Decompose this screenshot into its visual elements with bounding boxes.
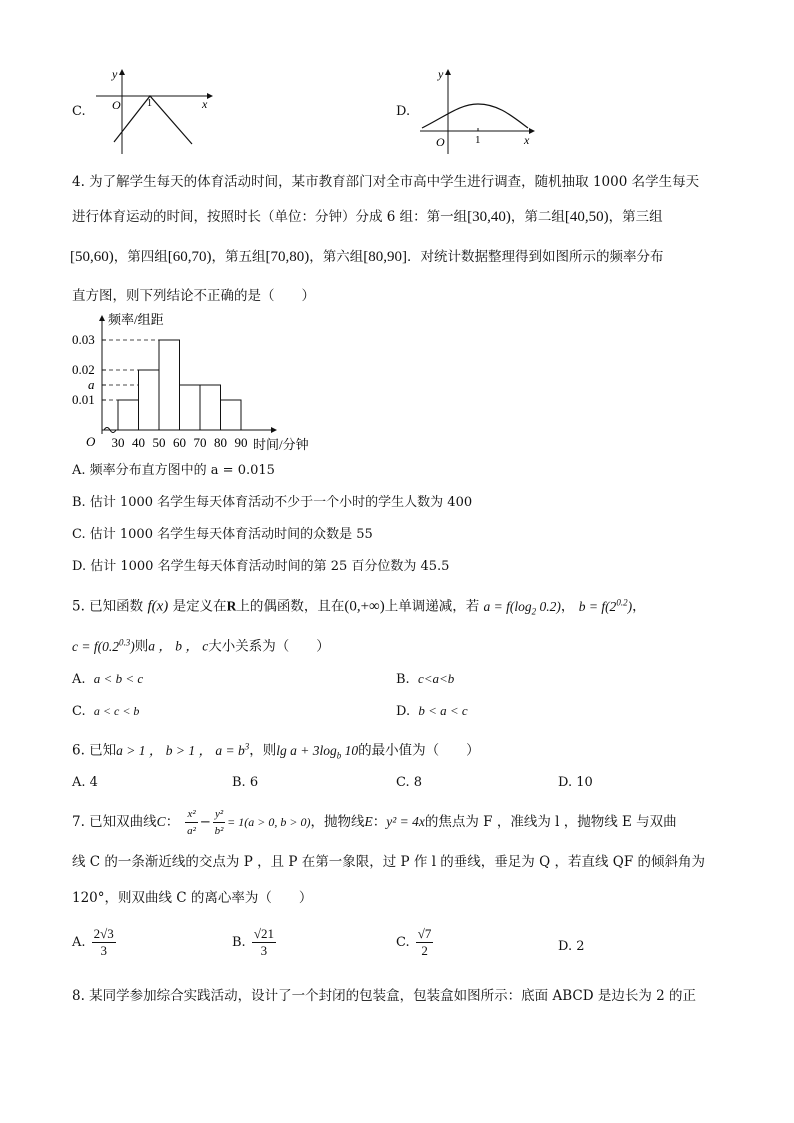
- q7-option-d[interactable]: D. 2: [558, 939, 585, 954]
- q5-line1: 5. 已知函数 f(x) 是定义在R上的偶函数，且在(0,+∞)上单调递减，若 $a = f(\log_2$ 0.2)， $b = f(2^{0.2})$，: [72, 597, 646, 617]
- histogram-bar: [139, 370, 160, 430]
- group-5: [70,80): [265, 249, 310, 265]
- q3-option-d-graph: [416, 64, 540, 156]
- q6-line: 6. 已知a > 1 ， b > 1 ， $a = b^3$，则$\lg a + 3\log_b$ 10的最小值为（ ）: [72, 741, 480, 761]
- q6-option-b[interactable]: B. 6: [232, 775, 259, 790]
- x-tick-label: 60: [173, 435, 186, 450]
- histogram-bar: [159, 340, 180, 430]
- q6-option-d[interactable]: D. 10: [558, 775, 593, 790]
- histogram-bar: [221, 400, 242, 430]
- q5-line2: $c = f(0.2^{0.3})$则a ， b ， c大小关系为（ ）: [72, 637, 330, 655]
- q4-option-b[interactable]: B. 估计 1000 名学生每天体育活动不少于一个小时的学生人数为 400: [72, 495, 473, 510]
- q8-line1: 8. 某同学参加综合实践活动，设计了一个封闭的包装盒，包装盒如图所示：底面 ABCD 是边长为 2 的正: [72, 988, 696, 1004]
- origin-label: O: [436, 135, 445, 149]
- q3-option-c-graph: [92, 64, 222, 156]
- histogram-bar: [118, 400, 139, 430]
- histogram-bar: [200, 385, 221, 430]
- q6-option-a[interactable]: A. 4: [72, 775, 98, 790]
- y-axis-label: 频率/组距: [108, 312, 164, 327]
- group-3: [50,60): [70, 249, 114, 265]
- y-axis-label: y: [112, 67, 118, 81]
- frequency-histogram: [68, 312, 338, 457]
- x-axis-label: x: [202, 97, 208, 111]
- group-4: [60,70): [167, 249, 212, 265]
- histogram-bar: [180, 385, 201, 430]
- group-6: [80,90]: [363, 249, 407, 265]
- x-axis-label: x: [524, 133, 530, 147]
- y-tick-label: 0.01: [72, 392, 95, 407]
- y-tick-label: 0.03: [72, 332, 95, 347]
- q3-option-c-label: C.: [72, 104, 86, 119]
- tick-one-label: 1: [147, 98, 152, 109]
- q4-line2: 进行体育运动的时间，按照时长（单位：分钟）分成 6 组：第一组[30,40)，第二组[40,50)，第三组: [72, 209, 663, 225]
- origin-label: O: [86, 434, 96, 449]
- q5-option-a[interactable]: A. a < b < c: [72, 671, 144, 687]
- q4-option-a[interactable]: A. 频率分布直方图中的 a = 0.015: [72, 463, 275, 478]
- q7-option-c[interactable]: C. $\frac{√7}{2}$: [396, 926, 432, 958]
- tick-one-label: 1: [475, 134, 481, 146]
- q5-option-b[interactable]: B. c<a<b: [396, 671, 455, 687]
- y-tick-label: a: [88, 377, 95, 392]
- q4-option-d[interactable]: D. 估计 1000 名学生每天体育活动时间的第 25 百分位数为 45.5: [72, 559, 450, 574]
- y-axis-label: y: [438, 67, 444, 81]
- curve: [422, 104, 528, 128]
- x-tick-label: 40: [132, 435, 145, 450]
- x-axis-label: 时间/分钟: [253, 437, 309, 452]
- x-tick-label: 80: [214, 435, 227, 450]
- q4-line1: 4. 为了解学生每天的体育活动时间，某市教育部门对全市高中学生进行调查，随机抽取 1000 名学生每天: [72, 174, 700, 190]
- x-tick-label: 70: [193, 435, 207, 450]
- q4-line4: 直方图，则下列结论不正确的是（ ）: [72, 288, 315, 304]
- x-tick-label: 50: [152, 435, 166, 450]
- q7-option-b[interactable]: B. $\frac{√21}{3}$: [232, 926, 274, 958]
- group-2: [40,50): [564, 209, 609, 225]
- group-1: [30,40): [467, 209, 511, 225]
- q7-line1: 7. 已知双曲线C： $\frac{\text{x²}}{\text{a²}}$ − $\frac{\text{y²}}{\text{b²}}$ = 1(a > 0, b > 0)，抛物线E：y² = 4x的焦点为 F ，准线为 l ，抛物线 E 与双曲: [72, 808, 677, 837]
- q7-option-a[interactable]: A. $\frac{2√3}{3}$: [72, 926, 114, 958]
- q6-option-c[interactable]: C. 8: [396, 775, 423, 790]
- q4-option-c[interactable]: C. 估计 1000 名学生每天体育活动时间的众数是 55: [72, 527, 373, 542]
- q4-line3: [50,60)，第四组[60,70)，第五组[70,80)，第六组[80,90]．对统计数据整理得到如图所示的频率分布: [70, 249, 664, 265]
- y-tick-label: 0.02: [72, 362, 95, 377]
- q7-line3: 120°，则双曲线 C 的离心率为（ ）: [72, 890, 313, 906]
- q5-option-d[interactable]: D. b < a < c: [396, 703, 468, 719]
- x-tick-label: 30: [111, 435, 125, 450]
- curve: [114, 96, 192, 144]
- origin-label: O: [112, 98, 121, 112]
- x-tick-label: 90: [234, 435, 248, 450]
- q5-option-c[interactable]: C. a < c < b: [72, 704, 140, 719]
- q3-option-d-label: D.: [396, 104, 411, 119]
- q7-line2: 线 C 的一条渐近线的交点为 P ，且 P 在第一象限，过 P 作 l 的垂线，垂足为 Q ，若直线 QF 的倾斜角为: [72, 854, 705, 870]
